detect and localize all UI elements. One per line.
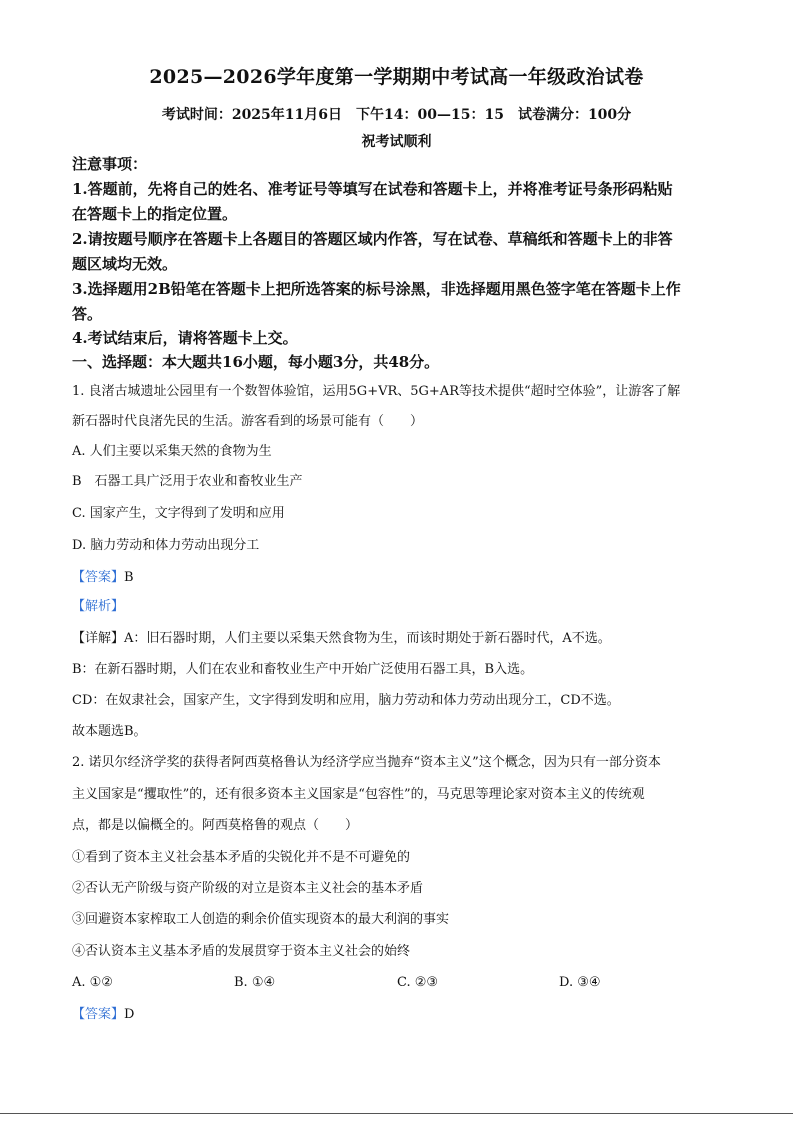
notice-line: 答。 [72, 305, 103, 323]
detail-line: 故本题选B。 [72, 724, 147, 739]
question-2-stem: 主义国家是“攫取性”的，还有很多资本主义国家是“包容性”的，马克思等理论家对资本主义的传统观 [72, 787, 645, 802]
notice-line: 在答题卡上的指定位置。 [72, 205, 238, 223]
question-2-statement: ②否认无产阶级与资产阶级的对立是资本主义社会的基本矛盾 [72, 881, 424, 896]
question-2-stem: 点，都是以偏概全的。阿西莫格鲁的观点（ ） [72, 818, 359, 833]
notice-line: 2.请按题号顺序在答题卡上各题目的答题区域内作答，写在试卷、草稿纸和答题卡上的非答 [72, 230, 673, 248]
detail-text: A：旧石器时期，人们主要以采集天然食物为生，而该时期处于新石器时代，A不选。 [124, 631, 611, 646]
answer-tag: 【答案】 [72, 1007, 125, 1022]
question-1-stem: 1. 良渚古城遗址公园里有一个数智体验馆，运用5G+VR、5G+AR等技术提供“超时空体验”，让游客了解 [72, 384, 681, 399]
question-2-statement: ①看到了资本主义社会基本矛盾的尖锐化并不是不可避免的 [72, 850, 411, 865]
detail-line: B：在新石器时期，人们在农业和畜牧业生产中开始广泛使用石器工具，B入选。 [72, 662, 534, 677]
notice-line: 4.考试结束后，请将答题卡上交。 [72, 329, 298, 347]
answer-tag: 【答案】 [72, 570, 125, 585]
question-2-statement: ③回避资本家榨取工人创造的剩余价值实现资本的最大利润的事实 [72, 912, 450, 927]
question-2-option-c: C. ②③ [397, 975, 439, 990]
answer-value: D [124, 1007, 135, 1022]
question-2-option-b: B. ①④ [234, 975, 276, 990]
page-bottom-divider [0, 1113, 793, 1114]
section-heading: 一、选择题：本大题共16小题，每小题3分，共48分。 [72, 353, 440, 371]
good-luck-text: 祝考试顺利 [361, 134, 432, 150]
question-1-option-a: A. 人们主要以采集天然的食物为生 [72, 444, 272, 459]
detail-line: CD：在奴隶社会，国家产生，文字得到发明和应用，脑力劳动和体力劳动出现分工，CD不选。 [72, 693, 620, 708]
notice-line: 题区域均无效。 [72, 255, 178, 273]
exam-info: 考试时间：2025年11月6日 下午14：00—15：15 试卷满分：100分 [161, 107, 632, 123]
question-1-option-c: C. 国家产生，文字得到了发明和应用 [72, 506, 285, 521]
question-2-option-d: D. ③④ [559, 975, 601, 990]
question-2-answer [72, 1006, 722, 1024]
detail-line [72, 630, 722, 648]
question-1-option-d: D. 脑力劳动和体力劳动出现分工 [72, 538, 260, 553]
notice-line: 1.答题前，先将自己的姓名、准考证号等填写在试卷和答题卡上，并将准考证号条形码粘贴 [72, 180, 673, 198]
page-title: 2025—2026学年度第一学期期中考试高一年级政治试卷 [149, 66, 644, 88]
question-2-statement: ④否认资本主义基本矛盾的发展贯穿于资本主义社会的始终 [72, 944, 411, 959]
question-2-stem: 2. 诺贝尔经济学奖的获得者阿西莫格鲁认为经济学应当抛弃“资本主义”这个概念，因为只有一部分资本 [72, 755, 661, 770]
question-1-option-b: B 石器工具广泛用于农业和畜牧业生产 [72, 474, 303, 489]
question-1-answer [72, 569, 722, 587]
question-1-stem: 新石器时代良渚先民的生活。游客看到的场景可能有（ ） [72, 414, 424, 429]
question-2-option-a: A. ①② [72, 975, 113, 990]
notice-line: 3.选择题用2B铅笔在答题卡上把所选答案的标号涂黑，非选择题用黑色签字笔在答题卡上作 [72, 280, 681, 298]
notice-heading: 注意事项： [72, 155, 148, 173]
answer-value: B [124, 570, 134, 585]
detail-tag: 【详解】 [72, 631, 125, 646]
analysis-tag: 【解析】 [72, 599, 125, 614]
